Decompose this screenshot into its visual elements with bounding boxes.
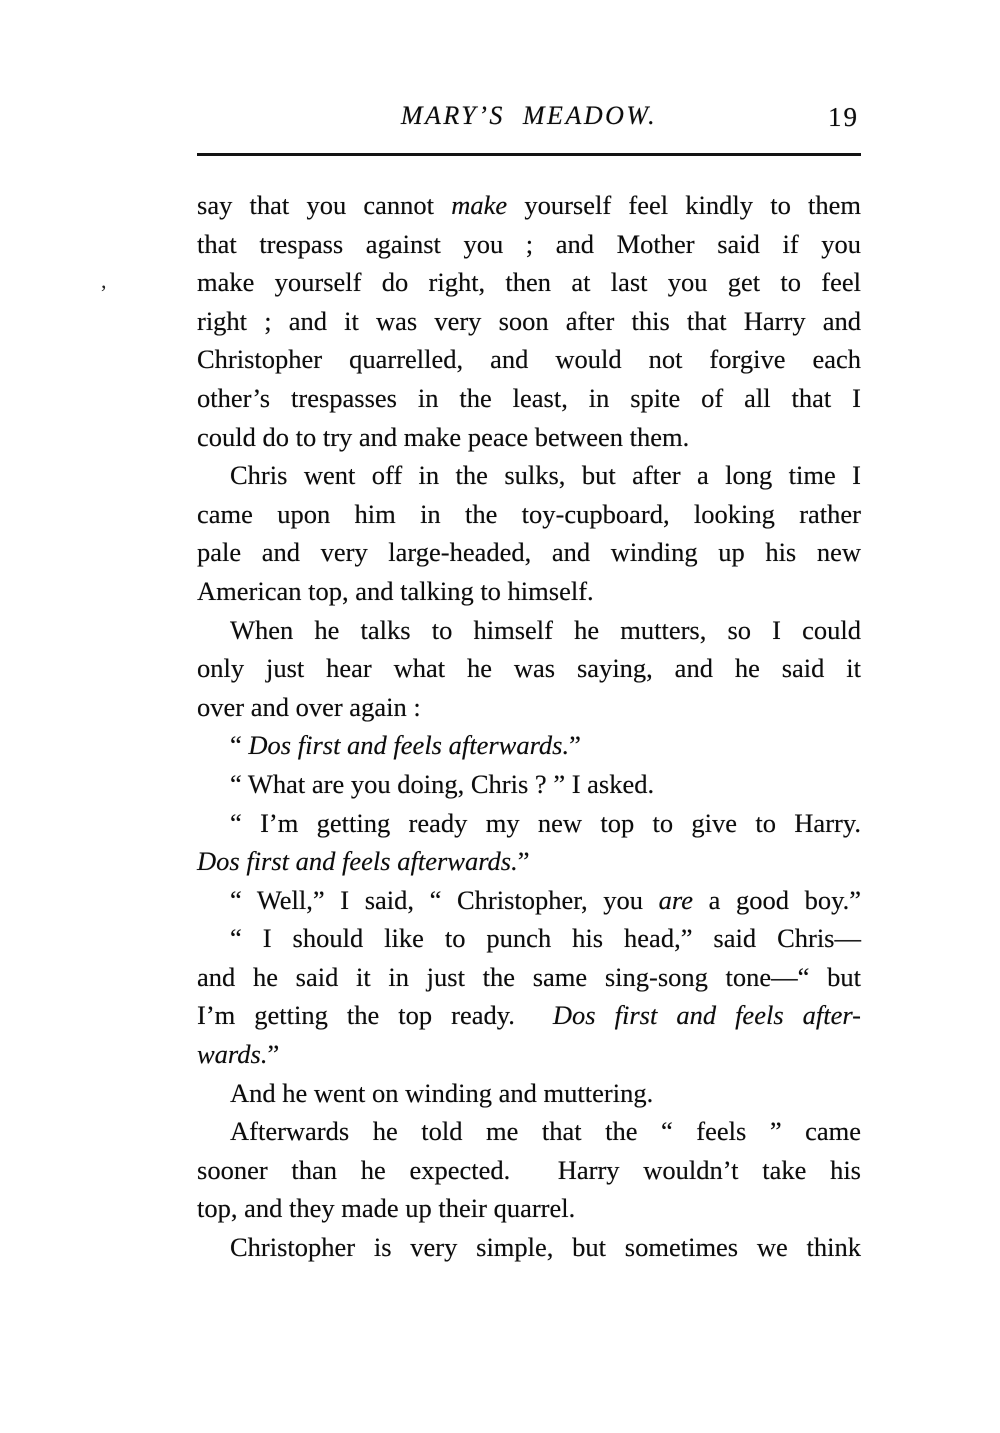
body-text: other’s trespasses in the least, in spite of all that I [197, 382, 861, 413]
body-text: ” [517, 846, 530, 877]
text-line [197, 881, 861, 920]
text-line [197, 688, 861, 727]
text-line [197, 1112, 861, 1151]
body-text: Afterwards he told me that the “ feels ” came [230, 1116, 861, 1147]
text-line [197, 611, 861, 650]
body-text: Christopher is very simple, but sometimes we think [230, 1232, 861, 1263]
text-line [197, 302, 861, 341]
text-line [197, 649, 861, 688]
text-line [197, 1074, 861, 1113]
body-text: “ I’m getting ready my new top to give to Harry. [230, 807, 861, 838]
text-line [197, 1228, 861, 1267]
text-line [197, 379, 861, 418]
italic-text: Dos first and feels after- [552, 1000, 861, 1031]
text-line [197, 225, 861, 264]
text-block [197, 186, 861, 1267]
body-text: top, and they made up their quarrel. [197, 1193, 576, 1224]
body-text: yourself feel kindly to them [507, 190, 862, 220]
body-text: And he went on winding and muttering. [230, 1077, 654, 1108]
body-text: I’m getting the top ready. [197, 1000, 553, 1031]
body-text: “ Well,” I said, “ Christopher, you [230, 884, 659, 915]
body-text: make yourself do right, then at last you get to feel [197, 267, 861, 298]
text-line [197, 765, 861, 804]
text-line [197, 186, 861, 225]
body-text: right ; and it was very soon after this that Harry and [197, 305, 861, 336]
text-line [197, 996, 861, 1035]
text-line [197, 919, 861, 958]
body-text: When he talks to himself he mutters, so I could [230, 614, 861, 645]
text-line [197, 456, 861, 495]
body-text: sooner than he expected. Harry wouldn’t take his [197, 1154, 861, 1185]
page-number: 19 [828, 102, 859, 132]
italic-text: Dos first and feels afterwards. [248, 730, 570, 761]
body-text: and he said it in just the same sing-song tone—“ but [197, 961, 861, 992]
text-line [197, 495, 861, 534]
text-line [197, 1151, 861, 1190]
body-text: say that you cannot [197, 190, 452, 220]
text-line [197, 263, 861, 302]
text-line [197, 804, 861, 843]
italic-text: Dos first and feels afterwards. [197, 846, 518, 877]
body-text: “ What are you doing, Chris ? ” I asked. [230, 768, 655, 799]
body-text: ” [569, 730, 581, 761]
text-line [197, 1035, 861, 1074]
text-line [197, 572, 861, 611]
body-text: American top, and talking to himself. [197, 575, 594, 606]
text-line [197, 340, 861, 379]
running-title: MARY’S MEADOW. [400, 101, 658, 130]
body-text: Christopher quarrelled, and would not forgive each [197, 344, 861, 375]
text-line [197, 533, 861, 572]
page-header [197, 101, 861, 141]
italic-text: are [658, 884, 693, 915]
body-text: a good boy.” [692, 884, 861, 915]
body-text: could do to try and make peace between them. [197, 421, 690, 452]
text-line [197, 1189, 861, 1228]
body-text: “ [230, 730, 249, 761]
body-text: came upon him in the toy-cupboard, looking rather [197, 498, 861, 529]
body-text: only just hear what he was saying, and he said it [197, 653, 861, 684]
text-line [197, 418, 861, 457]
body-text: that trespass against you ; and Mother said if you [197, 228, 861, 259]
body-text: ” [267, 1039, 280, 1070]
text-line [197, 726, 861, 765]
text-line [197, 958, 861, 997]
margin-mark: , [101, 268, 107, 293]
italic-text: make [451, 190, 508, 220]
body-text: over and over again : [197, 691, 421, 722]
body-text: pale and very large-headed, and winding up his new [197, 537, 861, 568]
header-rule [197, 153, 861, 156]
body-text: “ I should like to punch his head,” said Chris— [230, 923, 861, 954]
body-text: Chris went off in the sulks, but after a long time I [230, 460, 861, 491]
text-line [197, 842, 861, 881]
italic-text: wards. [197, 1039, 268, 1070]
